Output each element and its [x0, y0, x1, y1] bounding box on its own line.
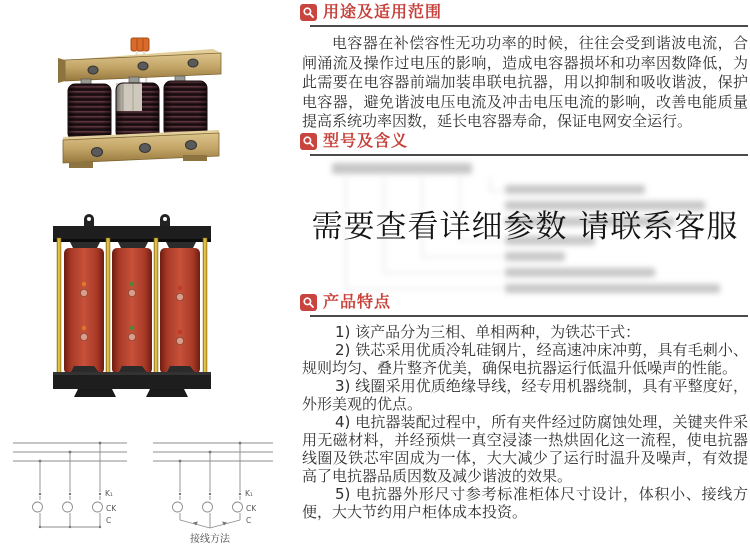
blurred-text-bar — [505, 252, 565, 261]
red-coil — [112, 248, 152, 374]
section-model-header — [300, 131, 750, 151]
feature-item: 4) 电抗器装配过程中，所有夹件经过防腐蚀处理，关键夹件采用无磁材料，并经预烘一真空浸漆一热烘固化这一流程，使电抗器线圈及铁芯牢固成为一体，大大减少了运行时温升及噪声，有效提高了电抗器品质因数及减少谐波的效果。 — [302, 413, 748, 485]
feature-item: 2) 铁芯采用优质冷轧硅钢片，经高速冲床冲剪，具有毛刺小、规则均匀、叠片整齐优美，确保电抗器运行低温升低噪声的性能。 — [302, 341, 748, 377]
magnifier-icon — [300, 294, 317, 311]
contact-overlay-text: 需要查看详细参数 请联系客服 — [311, 209, 739, 245]
feature-list — [302, 323, 748, 521]
section-usage-header — [300, 2, 750, 22]
label-reactor: CK — [246, 504, 257, 513]
feature-item: 5) 电抗器外形尺寸参考标准柜体尺寸设计，体积小、接线方便，大大节约用户柜体成本投资。 — [302, 485, 748, 521]
red-coil — [160, 248, 200, 374]
magnifier-icon — [300, 4, 317, 21]
divider — [310, 315, 748, 317]
label-capacitor: C — [246, 516, 252, 525]
red-coil — [64, 248, 104, 374]
terminal-block — [131, 38, 149, 51]
section-features-title: 产品特点 — [323, 292, 392, 311]
section-model-title: 型号及含义 — [323, 131, 409, 150]
usage-paragraph: 电容器在补偿容性无功功率的时候，往往会受到谐波电流，合闸涌流及操作过电压的影响，造成电容器损坏和功率因数降低，为此需要在电容器前端加装串联电抗器，用以抑制和吸收谐波，保护电容器，避免谐波电压电流及冲击电压电流的影响，改善电能质量提高系统功率因数，延长电容器寿命，保证电网安全运行。 — [302, 34, 748, 130]
wiring-diagram — [5, 432, 295, 546]
section-features-header — [300, 292, 750, 312]
divider — [310, 25, 748, 27]
blurred-text-bar — [505, 268, 655, 277]
feature-item: 1) 该产品分为三相、单相两种，为铁芯干式： — [335, 323, 641, 341]
magnifier-icon — [300, 133, 317, 150]
label-reactor: CK — [106, 504, 117, 513]
label-capacitor: C — [106, 516, 112, 525]
label-switch: K₁ — [105, 489, 113, 498]
feature-item: 3) 线圈采用优质绝缘导线，经专用机器绕制，具有平整度好，外形美观的优点。 — [302, 377, 748, 413]
blurred-text-bar — [505, 185, 645, 194]
section-usage — [300, 2, 750, 132]
label-switch: K₁ — [245, 489, 253, 498]
section-model — [300, 131, 750, 156]
divider — [310, 154, 748, 156]
section-usage-title: 用途及适用范围 — [323, 2, 443, 21]
product-photo-dry-type-reactor — [48, 214, 216, 398]
section-features — [300, 292, 750, 521]
wiring-caption: 接线方法 — [190, 534, 230, 545]
product-photo-series-reactor — [55, 36, 227, 170]
